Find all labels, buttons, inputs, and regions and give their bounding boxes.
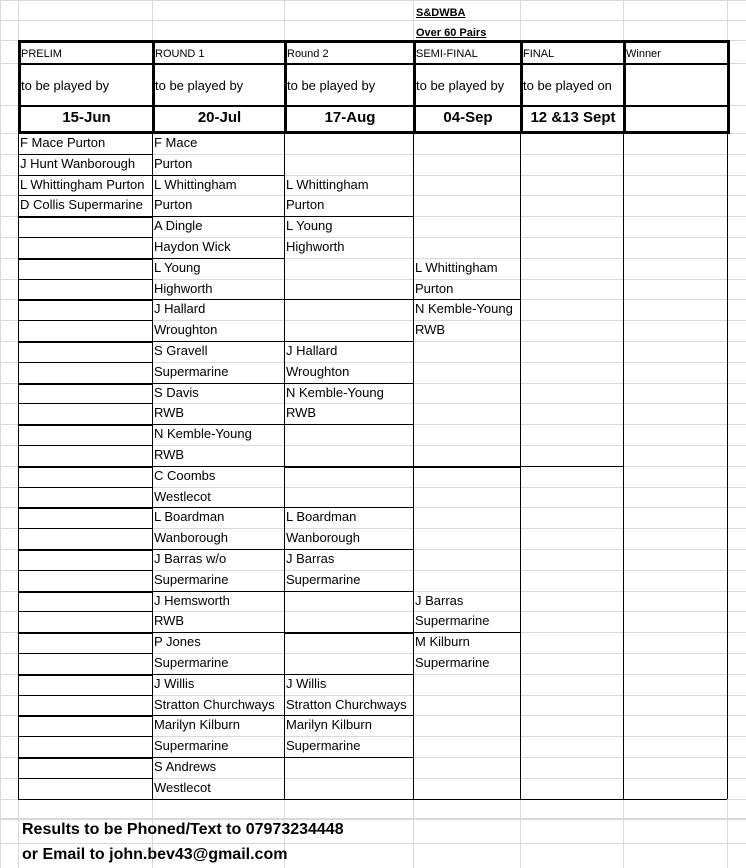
semifinal-player-club: RWB <box>415 322 446 337</box>
header-border-col <box>520 40 523 134</box>
cell-border-thick <box>18 549 152 551</box>
header-border-mid2 <box>18 105 728 107</box>
cell-border <box>18 695 152 696</box>
title: S&DWBA <box>416 7 466 19</box>
round-deadline-label: to be played by <box>287 78 376 93</box>
cell-border-thick <box>18 674 152 676</box>
round2-player-club: Stratton Churchways <box>286 697 407 712</box>
cell-border <box>284 299 413 300</box>
semifinal-player-club: Supermarine <box>415 655 490 670</box>
semifinal-player-club: Purton <box>415 281 454 296</box>
cell-border <box>18 653 152 654</box>
semifinal-player-name: J Barras <box>415 593 464 608</box>
header-border-col <box>727 40 730 134</box>
cell-border <box>18 403 152 404</box>
semifinal-player-name: N Kemble-Young <box>415 301 513 316</box>
cell-border <box>152 674 284 675</box>
round1-player-name: S Davis <box>154 385 199 400</box>
cell-border <box>152 715 284 716</box>
semifinal-player-name: L Whittingham <box>415 260 498 275</box>
round1-player-club: Westlecot <box>154 489 211 504</box>
round-deadline-label: to be played by <box>155 78 244 93</box>
round1-player-name: C Coombs <box>154 468 216 483</box>
cell-border <box>152 549 284 550</box>
round-deadline-label: to be played by <box>21 78 110 93</box>
cell-border <box>18 320 152 321</box>
cell-border <box>152 258 284 259</box>
cell-border <box>520 466 623 467</box>
round1-player-name: A Dingle <box>154 218 203 233</box>
round1-player-name: L Young <box>154 260 201 275</box>
round1-player-club: Supermarine <box>154 572 229 587</box>
round1-player-name: J Barras w/o <box>154 551 227 566</box>
cell-border-thick <box>18 424 152 426</box>
cell-border-thick <box>18 591 152 593</box>
column-border <box>623 133 624 799</box>
prelim-player: L Whittingham Purton <box>20 177 145 192</box>
cell-border <box>284 507 413 508</box>
bracket-bottom-border <box>18 799 727 800</box>
cell-border <box>152 507 284 508</box>
round-name: FINAL <box>523 48 555 60</box>
cell-border <box>284 424 413 425</box>
round-name: Winner <box>626 48 661 60</box>
subtitle: Over 60 Pairs <box>416 27 487 39</box>
cell-border-thick <box>18 507 152 509</box>
prelim-player: D Collis Supermarine <box>20 197 143 212</box>
cell-border <box>284 549 413 550</box>
header-border-mid <box>18 63 728 65</box>
semifinal-player-name: M Kilburn <box>415 634 470 649</box>
cell-border <box>18 528 152 529</box>
cell-border <box>18 237 152 238</box>
cell-border <box>152 466 284 467</box>
header-border-col <box>413 40 416 134</box>
column-border <box>727 133 728 799</box>
cell-border <box>152 216 284 217</box>
round-name: SEMI-FINAL <box>416 48 478 60</box>
round-name: ROUND 1 <box>155 48 205 60</box>
round2-player-club: Supermarine <box>286 572 361 587</box>
round1-player-club: RWB <box>154 405 185 420</box>
round1-player-club: Highworth <box>154 281 213 296</box>
cell-border <box>152 175 284 176</box>
footer-contact-phone: Results to be Phoned/Text to 07973234448 <box>22 821 344 838</box>
cell-border <box>18 445 152 446</box>
round-name: PRELIM <box>21 48 62 60</box>
cell-border <box>18 362 152 363</box>
cell-border <box>152 757 284 758</box>
cell-border <box>152 383 284 384</box>
round1-player-club: Wroughton <box>154 322 218 337</box>
header-border-top <box>18 40 728 43</box>
round-date: 20-Jul <box>197 109 242 126</box>
round1-player-name: P Jones <box>154 634 201 649</box>
round1-player-club: Supermarine <box>154 738 229 753</box>
round2-player-club: Purton <box>286 197 325 212</box>
cell-border-thick <box>18 715 152 717</box>
cell-border <box>413 299 520 300</box>
cell-border-thick <box>18 299 152 301</box>
cell-border-thick <box>413 466 520 468</box>
round2-player-club: Wanborough <box>286 530 360 545</box>
cell-border <box>18 175 152 176</box>
round1-player-name: J Willis <box>154 676 195 691</box>
cell-border <box>18 279 152 280</box>
cell-border <box>152 632 284 633</box>
round2-player-club: RWB <box>286 405 317 420</box>
cell-border-thick <box>18 632 152 634</box>
header-border-col <box>623 40 626 134</box>
header-border-bottom <box>18 131 728 134</box>
cell-border <box>18 736 152 737</box>
semifinal-player-club: Supermarine <box>415 613 490 628</box>
round-date: 15-Jun <box>62 109 111 126</box>
cell-border <box>18 487 152 488</box>
round1-player-name: F Mace <box>154 135 198 150</box>
cell-border <box>152 591 284 592</box>
round2-player-name: J Barras <box>286 551 335 566</box>
cell-border <box>284 715 413 716</box>
cell-border <box>284 674 413 675</box>
round1-player-name: J Hallard <box>154 301 206 316</box>
round1-player-club: Wanborough <box>154 530 228 545</box>
round1-player-club: Supermarine <box>154 655 229 670</box>
cell-border-thick <box>284 632 413 634</box>
cell-border <box>18 195 152 196</box>
round2-player-name: J Hallard <box>286 343 338 358</box>
round2-player-name: L Young <box>286 218 333 233</box>
cell-border <box>413 632 520 633</box>
cell-border <box>152 341 284 342</box>
header-border-col <box>284 40 287 134</box>
round-date: 04-Sep <box>443 109 493 126</box>
round-name: Round 2 <box>287 48 329 60</box>
cell-border-thick <box>284 466 413 468</box>
round-date: 12 &13 Sept <box>530 109 616 126</box>
round1-player-name: S Andrews <box>154 759 217 774</box>
cell-border <box>18 611 152 612</box>
cell-border-thick <box>18 258 152 260</box>
round2-player-name: L Whittingham <box>286 177 369 192</box>
round1-player-club: Westlecot <box>154 780 211 795</box>
round1-player-name: N Kemble-Young <box>154 426 252 441</box>
cell-border <box>18 778 152 779</box>
round2-player-name: Marilyn Kilburn <box>286 717 372 732</box>
round1-player-club: Supermarine <box>154 364 229 379</box>
round-date: 17-Aug <box>324 109 376 126</box>
header-border-col <box>152 40 155 134</box>
round1-player-club: RWB <box>154 447 185 462</box>
cell-border <box>152 424 284 425</box>
cell-border-thick <box>18 216 152 218</box>
prelim-player: J Hunt Wanborough <box>20 156 136 171</box>
round-deadline-label: to be played on <box>523 78 612 93</box>
round2-player-club: Wroughton <box>286 364 350 379</box>
cell-border <box>284 591 413 592</box>
round1-player-name: L Whittingham <box>154 177 237 192</box>
round1-player-club: Purton <box>154 156 193 171</box>
round2-player-name: L Boardman <box>286 509 357 524</box>
round2-player-club: Highworth <box>286 239 345 254</box>
round2-player-name: J Willis <box>286 676 327 691</box>
round1-player-club: Purton <box>154 197 193 212</box>
cell-border-thick <box>18 757 152 759</box>
round1-player-club: Haydon Wick <box>154 239 231 254</box>
cell-border <box>284 383 413 384</box>
round1-player-name: L Boardman <box>154 509 225 524</box>
round2-player-name: N Kemble-Young <box>286 385 384 400</box>
cell-border-thick <box>18 341 152 343</box>
round-deadline-label: to be played by <box>416 78 505 93</box>
footer-contact-email: or Email to john.bev43@gmail.com <box>22 846 288 863</box>
cell-border <box>284 341 413 342</box>
round1-player-name: Marilyn Kilburn <box>154 717 240 732</box>
cell-border-thick <box>18 383 152 385</box>
cell-border <box>284 757 413 758</box>
cell-border-thick <box>18 466 152 468</box>
round2-player-club: Supermarine <box>286 738 361 753</box>
round1-player-club: Stratton Churchways <box>154 697 275 712</box>
cell-border <box>152 299 284 300</box>
round1-player-name: J Hemsworth <box>154 593 230 608</box>
prelim-player: F Mace Purton <box>20 135 106 150</box>
cell-border <box>284 216 413 217</box>
round1-player-club: RWB <box>154 613 185 628</box>
cell-border <box>18 154 152 155</box>
header-border-col <box>18 40 21 134</box>
cell-border <box>18 570 152 571</box>
round1-player-name: S Gravell <box>154 343 208 358</box>
